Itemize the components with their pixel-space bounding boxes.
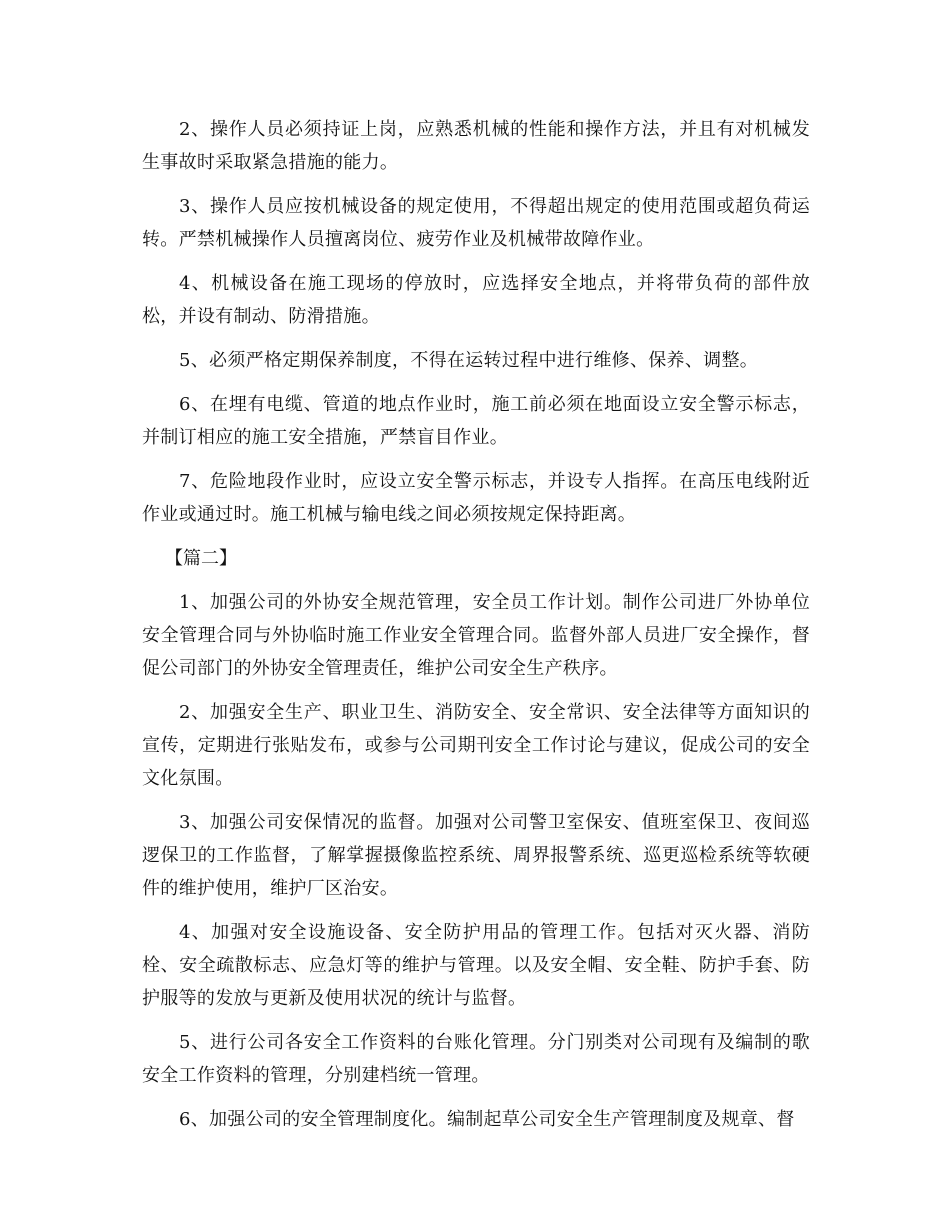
paragraph: 6、在埋有电缆、管道的地点作业时，施工前必须在地面设立安全警示标志，并制订相应的施工安全措施，严禁盲目作业。 (142, 394, 810, 448)
document-page (142, 113, 810, 1147)
paragraph: 3、加强公司安保情况的监督。加强对公司警卫室保安、值班室保卫、夜间巡逻保卫的工作监督，了解掌握摄像监控系统、周界报警系统、巡更巡检系统等软硬件的维护使用，维护厂区治安。 (142, 812, 810, 899)
section-heading: 【篇二】 (165, 548, 237, 569)
paragraph: 1、加强公司的外协安全规范管理，安全员工作计划。制作公司进厂外协单位安全管理合同与外协临时施工作业安全管理合同。监督外部人员进厂安全操作，督促公司部门的外协安全管理责任，维护公司安全生产秩序。 (142, 592, 810, 679)
paragraph: 4、机械设备在施工现场的停放时，应选择安全地点，并将带负荷的部件放松，并设有制动、防滑措施。 (142, 273, 810, 327)
paragraph: 4、加强对安全设施设备、安全防护用品的管理工作。包括对灭火器、消防栓、安全疏散标志、应急灯等的维护与管理。以及安全帽、安全鞋、防护手套、防护服等的发放与更新及使用状况的统计与监督。 (142, 922, 810, 1009)
paragraph: 3、操作人员应按机械设备的规定使用，不得超出规定的使用范围或超负荷运转。严禁机械操作人员擅离岗位、疲劳作业及机械带故障作业。 (142, 196, 810, 250)
paragraph: 5、进行公司各安全工作资料的台账化管理。分门别类对公司现有及编制的歌安全工作资料的管理，分别建档统一管理。 (142, 1032, 810, 1086)
paragraph: 2、操作人员必须持证上岗，应熟悉机械的性能和操作方法，并且有对机械发生事故时采取紧急措施的能力。 (142, 119, 810, 173)
paragraph: 5、必须严格定期保养制度，不得在运转过程中进行维修、保养、调整。 (179, 350, 759, 371)
paragraph: 2、加强安全生产、职业卫生、消防安全、安全常识、安全法律等方面知识的宣传，定期进行张贴发布，或参与公司期刊安全工作讨论与建议，促成公司的安全文化氛围。 (142, 702, 810, 789)
paragraph: 6、加强公司的安全管理制度化。编制起草公司安全生产管理制度及规章、督 (179, 1109, 795, 1130)
paragraph: 7、危险地段作业时，应设立安全警示标志，并设专人指挥。在高压电线附近作业或通过时。施工机械与输电线之间必须按规定保持距离。 (142, 471, 810, 525)
